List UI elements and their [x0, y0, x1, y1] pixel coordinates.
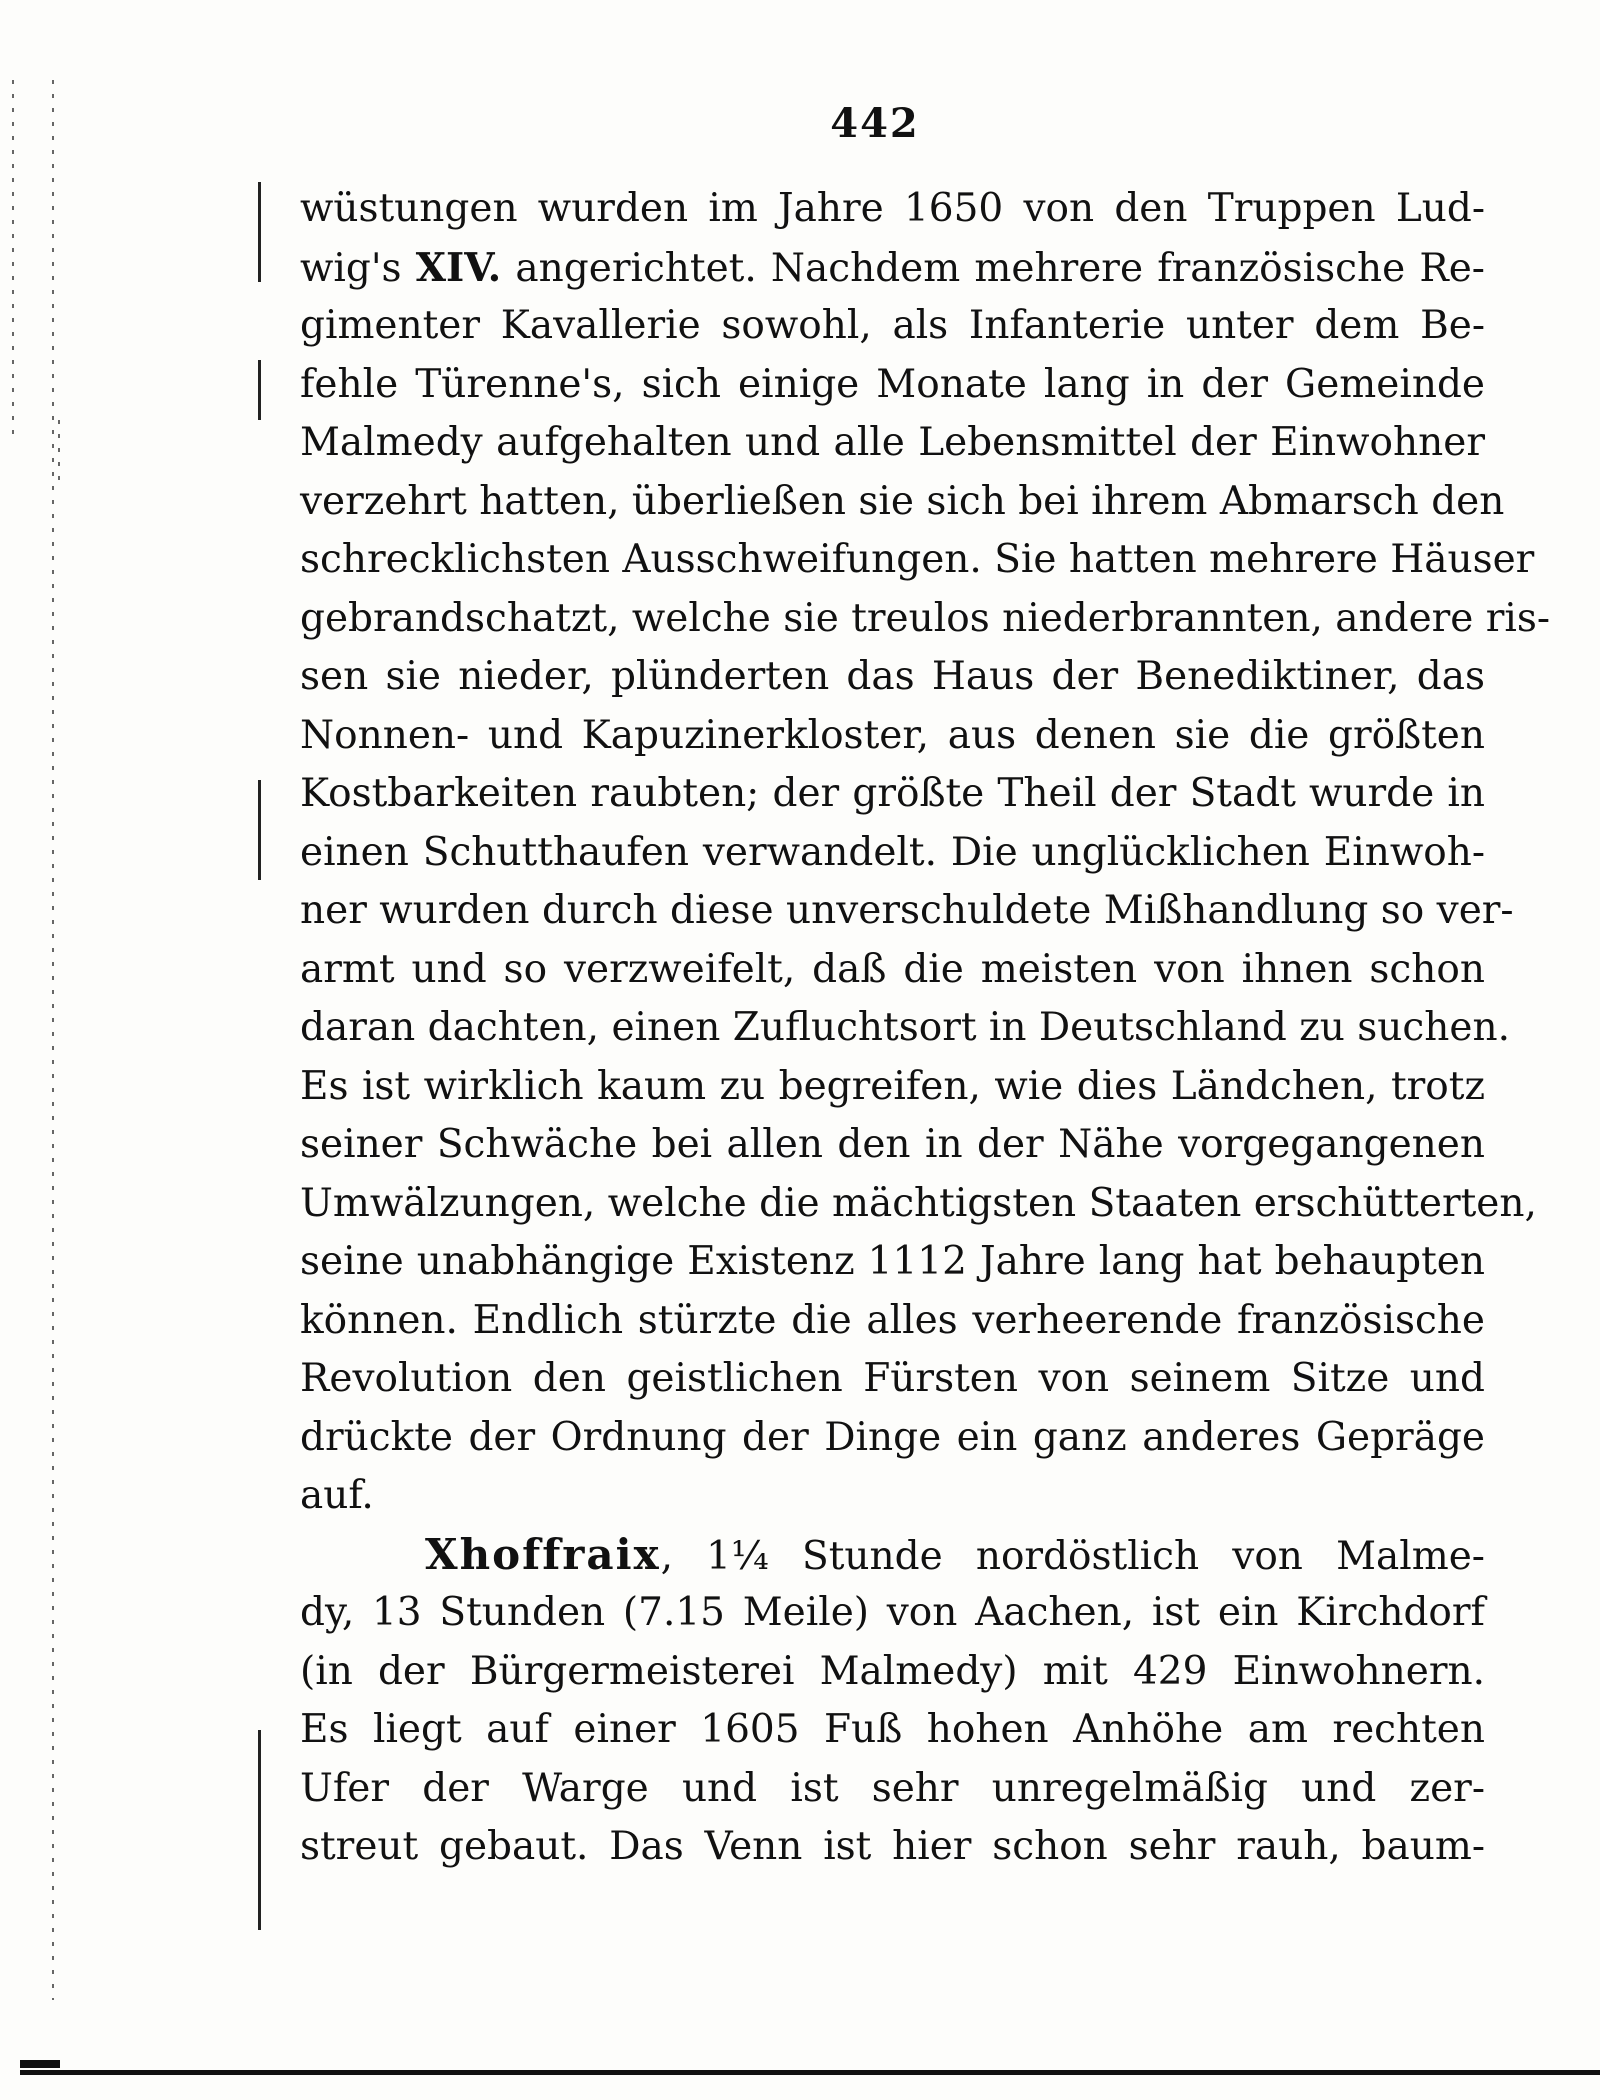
body-text — [300, 180, 1551, 1877]
text-line: verzehrt hatten, überließen sie sich bei ihrem Abmarsch den — [300, 478, 1505, 524]
text-line: schrecklichsten Ausschweifungen. Sie hatten mehrere Häuser — [300, 537, 1535, 582]
text-line: Nonnen- und Kapuzinerkloster, aus denen sie die größten — [300, 712, 1485, 758]
text-line: streut gebaut. Das Venn ist hier schon sehr rauh, baum- — [300, 1824, 1485, 1869]
text-line — [300, 239, 1485, 298]
roman-numeral: XIV. — [415, 244, 502, 291]
text-line: können. Endlich stürzte die alles verheerende französische — [300, 1297, 1485, 1343]
text-line: Es liegt auf einer 1605 Fuß hohen Anhöhe am rechten — [300, 1707, 1485, 1752]
text-line: Es ist wirklich kaum zu begreifen, wie dies Ländchen, trotz — [300, 1063, 1485, 1109]
text-line: (in der Bürgermeisterei Malmedy) mit 429 Einwohnern. — [300, 1648, 1485, 1694]
text-line: seine unabhängige Existenz 1112 Jahre lang hat behaupten — [300, 1239, 1485, 1284]
text-line: Ufer der Warge und ist sehr unregelmäßig und zer- — [300, 1765, 1485, 1811]
text-line: seiner Schwäche bei allen den in der Nähe vorgegangenen — [300, 1122, 1485, 1167]
text-line: Revolution den geistlichen Fürsten von seinem Sitze und — [300, 1356, 1485, 1401]
text-line: Kostbarkeiten raubten; der größte Theil der Stadt wurde in — [300, 771, 1485, 816]
text-line: Malmedy aufgehalten und alle Lebensmittel der Einwohner — [300, 420, 1485, 465]
text-line: fehle Türenne's, sich einige Monate lang in der Gemeinde — [300, 361, 1485, 407]
margin-bar — [258, 1730, 261, 1930]
text-line: wüstungen wurden im Jahre 1650 von den Truppen Lud- — [300, 186, 1485, 231]
text-line: sen sie nieder, plünderten das Haus der Benediktiner, das — [300, 654, 1485, 699]
text-line: armt und so verzweifelt, daß die meisten von ihnen schon — [300, 946, 1485, 992]
text-line: gebrandschatzt, welche sie treulos niederbrannten, andere ris- — [300, 595, 1551, 641]
text-line: einen Schutthaufen verwandelt. Die unglücklichen Einwoh- — [300, 829, 1485, 875]
line-text: wig's — [300, 245, 416, 291]
entry-heading-line — [300, 1526, 1485, 1585]
text-line: gimenter Kavallerie sowohl, als Infanterie unter dem Be- — [300, 303, 1485, 348]
margin-bar — [258, 780, 261, 880]
scan-edge-mark — [20, 2060, 60, 2068]
margin-bar — [258, 182, 261, 282]
text-line: daran dachten, einen Zufluchtsort in Deutschland zu suchen. — [300, 1005, 1510, 1050]
text-line: dy, 13 Stunden (7.15 Meile) von Aachen, ist ein Kirchdorf — [300, 1590, 1485, 1635]
text-line: Umwälzungen, welche die mächtigsten Staaten erschütterten, — [300, 1180, 1537, 1226]
scan-edge-marks — [52, 80, 54, 2000]
text-line: auf. — [300, 1473, 374, 1518]
page-number: 442 — [830, 100, 920, 147]
margin-bar — [258, 360, 261, 420]
page-bottom-edge — [20, 2070, 1600, 2075]
line-text: angerichtet. Nachdem mehrere französische Re- — [501, 245, 1485, 291]
scan-edge-marks — [58, 420, 60, 480]
text-line: ner wurden durch diese unverschuldete Mißhandlung so ver- — [300, 888, 1514, 933]
text-line: drückte der Ordnung der Dinge ein ganz anderes Gepräge — [300, 1414, 1485, 1460]
scan-edge-marks — [12, 80, 14, 440]
entry-title: Xhoffraix — [425, 1529, 661, 1579]
line-text: , 1¼ Stunde nordöstlich von Malme- — [660, 1533, 1485, 1579]
